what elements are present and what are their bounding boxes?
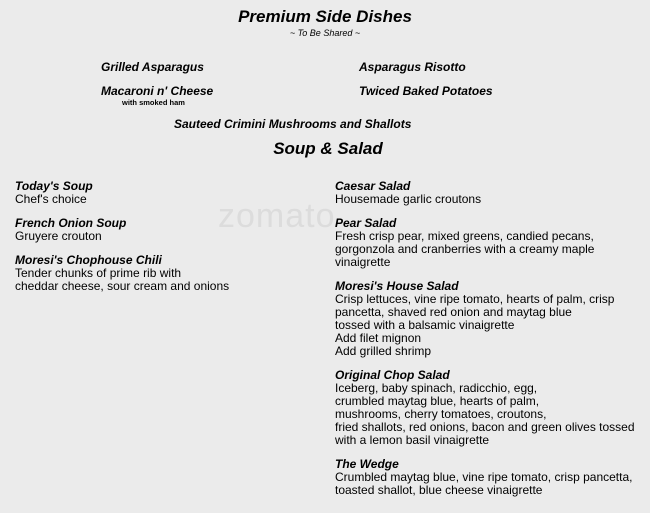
menu-item [335,280,647,358]
menu-item-name: Moresi's Chophouse Chili [15,253,162,267]
left-menu-column [15,180,325,293]
menu-item-name: Original Chop Salad [335,368,450,382]
menu-item-desc: Fresh crisp pear, mixed greens, candied pecans, gorgonzola and cranberries with a creamy maple vinaigrette [335,229,595,269]
menu-item [15,217,325,243]
menu-item-name: Today's Soup [15,179,93,193]
menu-item-desc: Iceberg, baby spinach, radicchio, egg, crumbled maytag blue, hearts of palm, mushrooms, cherry tomatoes, croutons, fried shallots, red onions, bacon and green olives tossed with a lemon basil vinaigrette [335,381,635,447]
menu-item [15,254,325,293]
side-mac-cheese-note: with smoked ham [122,98,185,107]
menu-item-name: Caesar Salad [335,179,411,193]
menu-item-desc: Crumbled maytag blue, vine ripe tomato, crisp pancetta, toasted shallot, blue cheese vinaigrette [335,470,633,497]
menu-item [335,180,647,206]
side-mac-cheese: Macaroni n' Cheese [101,84,214,98]
menu-item [15,180,325,206]
menu-item-desc: Crisp lettuces, vine ripe tomato, hearts of palm, crisp pancetta, shaved red onion and maytag blue tossed with a balsamic vinaigrette Add filet mignon Add grilled shrimp [335,292,615,358]
page-subtitle: ~ To Be Shared ~ [289,28,361,38]
menu-item [335,217,647,269]
page-title: Premium Side Dishes [238,7,412,26]
side-grilled-asparagus: Grilled Asparagus [101,60,204,74]
menu-item-name: Pear Salad [335,216,397,230]
menu-item-desc: Chef's choice [15,192,87,206]
menu-item-name: Moresi's House Salad [335,279,459,293]
menu-item-name: The Wedge [335,457,399,471]
menu-item-desc: Tender chunks of prime rib with cheddar cheese, sour cream and onions [15,266,230,293]
menu-item [335,369,647,447]
watermark-logo: zomato [218,197,336,235]
menu-item [335,458,647,497]
menu-item-name: French Onion Soup [15,216,127,230]
side-asparagus-risotto: Asparagus Risotto [359,60,466,74]
side-mushrooms: Sauteed Crimini Mushrooms and Shallots [174,117,412,131]
right-menu-column [335,180,647,497]
menu-item-desc: Gruyere crouton [15,229,102,243]
menu-item-desc: Housemade garlic croutons [335,192,482,206]
section-heading-soup-salad: Soup & Salad [273,139,383,158]
side-twiced-potatoes: Twiced Baked Potatoes [359,84,493,98]
